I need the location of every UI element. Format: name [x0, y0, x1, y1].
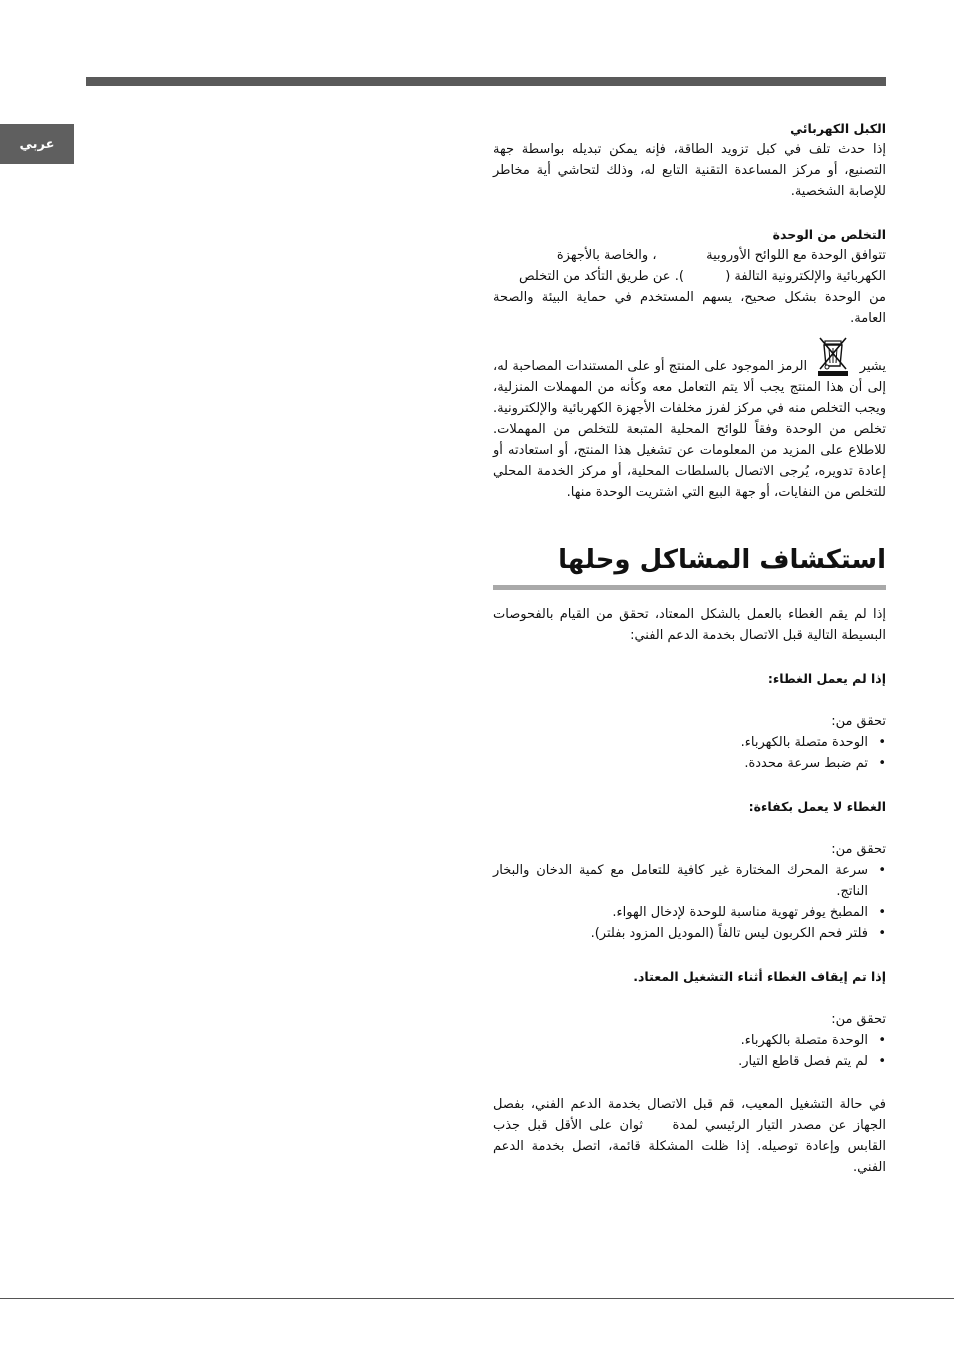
- weee-lead-text: يشير: [859, 359, 886, 374]
- case-2-heading: الغطاء لا يعمل بكفاءة:: [748, 799, 886, 814]
- case-3-check-label: تحقق من:: [831, 1012, 886, 1027]
- troubleshooting-intro: إذا لم يقم الغطاء بالعمل بالشكل المعتاد، تحقق من القيام بالفحوصات البسيطة التالية قبل الاتصال بخدمة الدعم الفني:: [493, 607, 886, 643]
- case-3-list: [493, 1030, 886, 1072]
- weee-symbol-paragraph: [493, 335, 886, 503]
- disposal-line-1: تتوافق الوحدة مع اللوائح الأوروبية ، والخاصة بالأجهزة: [556, 248, 886, 263]
- top-divider: [86, 77, 886, 86]
- title-underline: [493, 585, 886, 590]
- case-2-list: [493, 860, 886, 944]
- case-1-check-label: تحقق من:: [831, 714, 886, 729]
- case-2-check-label: تحقق من:: [831, 842, 886, 857]
- list-item: • لم يتم فصل قاطع التيار.: [493, 1051, 868, 1072]
- list-item: • الوحدة متصلة بالكهرباء.: [493, 732, 868, 753]
- list-item: • الوحدة متصلة بالكهرباء.: [493, 1030, 868, 1051]
- case-1-heading: إذا لم يعمل الغطاء:: [767, 671, 886, 686]
- case-1-list: [493, 732, 886, 774]
- case-3-heading: إذا تم إيقاف الغطاء أثناء التشغيل المعتاد.: [633, 969, 886, 984]
- bottom-divider: [0, 1298, 954, 1299]
- list-item: • فلتر فحم الكربون ليس تالفاً (الموديل المزود بفلتر).: [493, 923, 868, 944]
- disposal-line-2: الكهربائية والإلكترونية التالفة ( ). عن طريق التأكد من التخلص: [518, 269, 886, 284]
- crossed-bin-icon: [815, 335, 851, 377]
- power-cable-heading: الكبل الكهربائي: [790, 121, 886, 136]
- list-item: • المطبخ يوفر تهوية مناسبة للوحدة لإدخال الهواء.: [493, 902, 868, 923]
- language-tab[interactable]: [0, 124, 74, 164]
- content-column: [488, 118, 886, 1178]
- list-item: • سرعة المحرك المختارة غير كافية للتعامل مع كمية الدخان والبخار الناتج.: [493, 860, 868, 902]
- weee-explanation-text: الرمز الموجود على المنتج أو على المستندات المصاحبة له، إلى أن هذا المنتج يجب ألا يتم التعامل معه وكأنه من المهملات المنزلية، ويجب التخلص منه في مركز لفرز مخلفات الأجهزة الكهربائية والإلكترونية. تخلص من الوحدة وفقاً للوائح المحلية المتبعة للتخلص من المهملات. للاطلاع على المزيد من المعلومات عن تشغيل هذا المنتج، أو استعادته أو إعادة تدويره، يُرجى الاتصال بالسلطات المحلية، أو مركز الخدمة المحلي للتخلص من النفايات، أو جهة البيع التي اشتريت الوحدة منها.: [493, 359, 886, 500]
- list-item: • تم ضبط سرعة محددة.: [493, 753, 868, 774]
- power-cable-text: إذا حدث تلف في كبل تزويد الطاقة، فإنه يمكن تبديله بواسطة جهة التصنيع، أو مركز المساعدة التقنية التابع له، وذلك لتحاشي أية مخاطر للإصابة الشخصية.: [493, 142, 886, 199]
- troubleshooting-closing: في حالة التشغيل المعيب، قم قبل الاتصال بخدمة الدعم الفني، بفصل الجهاز عن مصدر التيار الرئيسي لمدة ثوان على الأقل قبل جذب القابس وإعادة توصيله. إذا ظلت المشكلة قائمة، اتصل بخدمة الدعم الفني.: [488, 1097, 886, 1175]
- troubleshooting-title: استكشاف المشاكل وحلها: [558, 545, 886, 575]
- language-tab-label: عربي: [19, 136, 55, 152]
- disposal-line-3: من الوحدة بشكل صحيح، يسهم المستخدم في حماية البيئة والصحة العامة.: [493, 290, 886, 326]
- disposal-heading: التخلص من الوحدة: [772, 227, 886, 242]
